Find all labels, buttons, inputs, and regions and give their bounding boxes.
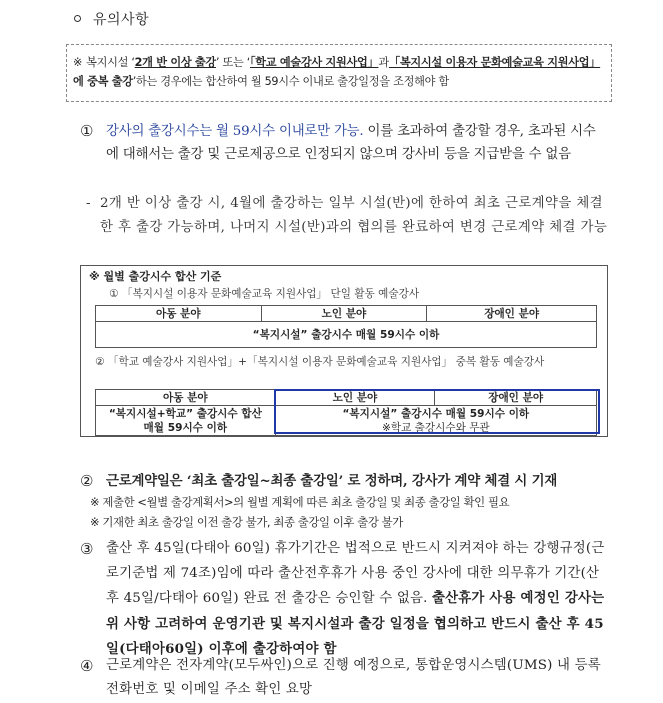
table1-header-child: 아동 분야	[96, 306, 262, 322]
note-mark: ※	[73, 56, 83, 69]
item-3-bold: 출산휴가 사용 예정인 강사는 위 사항 고려하여 운영기관 및 복지시설과 출강 일정을 협의하고 반드시 출산 후 45일(다태아60일) 이후에 출강하여야 함	[106, 590, 605, 657]
item-1-text: 이를 초과하여 출강할 경우, 초과된 시수에 대해서는 출강 및 근로제공으로 인정되지 않으며 강사비 등을 지급받을 수 없음	[106, 124, 596, 162]
note-text-1: 복지시설 ‘	[86, 56, 135, 69]
item-1-subpoint	[86, 192, 608, 240]
note-bold-1: 2개 반 이상 출강	[134, 56, 216, 69]
item-1	[80, 120, 608, 166]
calc-case-2: ② 「학교 예술강사 지원사업」+「복지시설 이용자 문화예술교육 지원사업」 중복 활동 예술강사	[95, 356, 545, 368]
highlight-frame	[274, 389, 600, 434]
item-2-text: 근로계약일은 ‘최초 출강일~최종 출강일’ 로 정하며, 강사가 계약 체결 시 기재	[106, 473, 558, 489]
item-4	[80, 654, 608, 702]
item-2	[80, 470, 608, 493]
item-1-highlight: 강사의 출강시수는 월 59시수 이내로만 가능.	[106, 124, 364, 139]
table2-header-child: 아동 분야	[96, 390, 276, 406]
note-text-4: ’하는 경우에는 합산하여 월 59시수 이내로 출강일정을 조정해야 함	[132, 75, 449, 88]
table2-right-line2: ※학교 출강시수와 무관	[381, 421, 490, 434]
section-title	[74, 9, 149, 29]
table2-left-line1: “복지시설+학교” 출강시수 합산	[108, 407, 262, 420]
item-4-text: 근로계약은 전자계약(모두싸인)으로 진행 예정으로, 통합운영시스템(UMS) 내 등록 전화번호 및 이메일 주소 확인 요망	[106, 658, 601, 697]
note-bold-2: 에 중복 출강	[73, 75, 133, 88]
item-3-text: 출산 후 45일(다태아 60일) 휴가기간은 법적으로 반드시 지켜져야 하는 강행규정(근로기준법 제 74조)임에 따라 출산전후휴가 사용 중인 강사에 대한 의무휴가 기간(산후 45일/다태아 60일) 완료 전 출강은 승인할 수 없음.	[106, 541, 605, 606]
table2-left-cell	[96, 406, 276, 436]
item-4-number: ④	[80, 657, 94, 675]
item-2-note-1: ※ 제출한 <월별 출강계획서>의 월별 계획에 따른 최초 출강일 및 최종 출강일 확인 필요	[90, 495, 510, 509]
table2-left-line2: 매월 59시수 이하	[143, 421, 228, 434]
table1-body: “복지시설” 출강시수 매월 59시수 이하	[96, 322, 597, 348]
note-text-3: 과	[378, 56, 389, 69]
table2-header-disabled: 장애인 분야	[435, 390, 597, 406]
item-2-note-2: ※ 기재한 최초 출강일 이전 출강 불가, 최종 출강일 이후 출강 불가	[90, 515, 403, 529]
calc-case-1: ① 「복지시설 이용자 문화예술교육 지원사업」 단일 활동 예술강사	[109, 288, 420, 300]
circle-bullet-icon	[74, 15, 81, 22]
calc-title: ※ 월별 출강시수 합산 기준	[89, 270, 222, 283]
item-2-number: ②	[80, 472, 94, 490]
table1-header-disabled: 장애인 분야	[427, 306, 597, 322]
calc-table-1	[95, 305, 597, 348]
note-box	[66, 44, 612, 102]
note-underline-1: 「학교 예술강사 지원사업」	[249, 56, 379, 69]
subpoint-text: 2개 반 이상 출강 시, 4월에 출강하는 일부 시설(반)에 한하여 최초 근로계약을 체결한 후 출강 가능하며, 나머지 시설(반)과의 협의를 완료하여 변경 근로계약 체결 가능	[100, 196, 608, 235]
table1-header-elderly: 노인 분야	[261, 306, 427, 322]
table2-right-line1: “복지시설” 출강시수 매월 59시수 이하	[342, 407, 530, 420]
item-3	[80, 537, 608, 663]
dash-marker: -	[86, 196, 91, 211]
table2-header-elderly: 노인 분야	[275, 390, 435, 406]
item-3-number: ③	[80, 540, 94, 558]
item-1-number: ①	[80, 122, 94, 140]
note-text-2: ’ 또는 ‘	[215, 56, 250, 69]
section-title-text: 유의사항	[93, 12, 150, 28]
note-underline-2: 「복지시설 이용자 문화예술교육 지원사업」	[388, 56, 601, 69]
